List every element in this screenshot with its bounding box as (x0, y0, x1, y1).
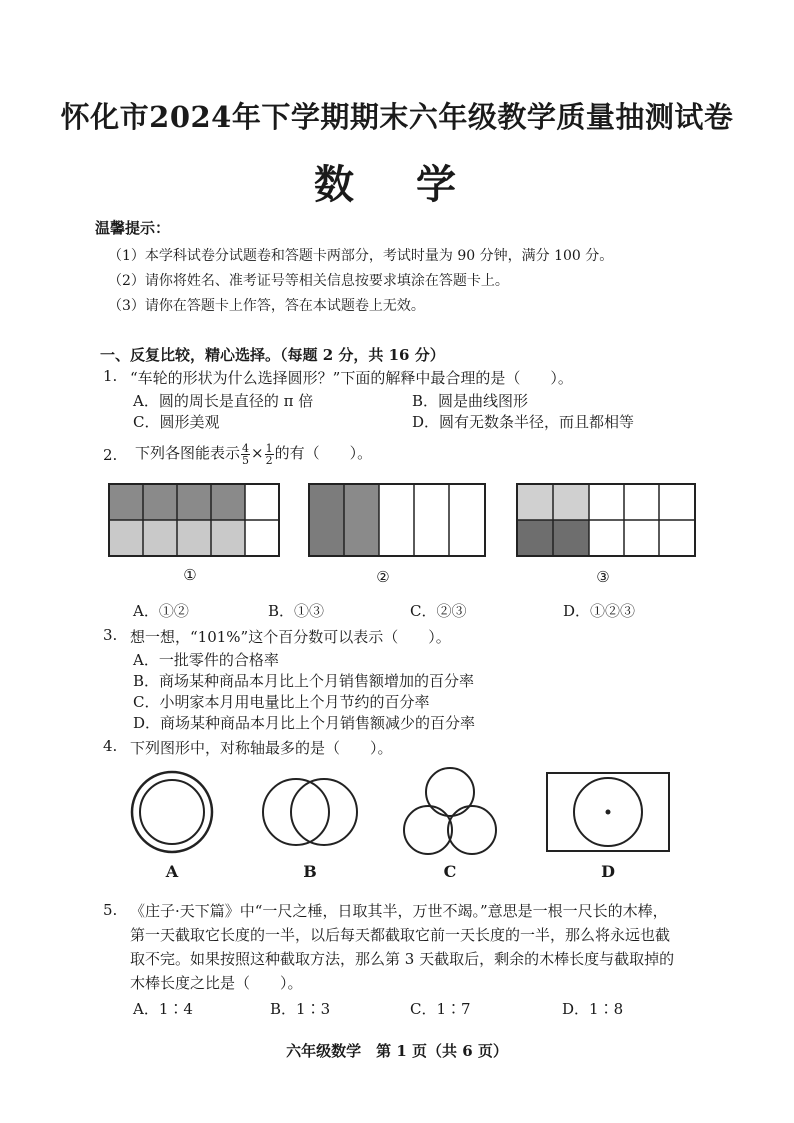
q4-text: 下列图形中，对称轴最多的是（ ）。 (130, 739, 393, 757)
q2-figure-3 (517, 484, 697, 556)
q1-text: “车轮的形状为什么选择圆形？”下面的解释中最合理的是（ ）。 (130, 369, 573, 387)
q4-shape-b (262, 770, 358, 854)
page-footer: 六年级数学 第 1 页（共 6 页） (286, 1042, 508, 1060)
q3-option-d[interactable]: D．商场某种商品本月比上个月销售额减少的百分率 (133, 714, 476, 732)
q2-figure-2 (309, 484, 487, 556)
q5-option-b[interactable]: B．1∶3 (270, 1000, 331, 1018)
q2-fraction-1 (241, 443, 250, 466)
q2-text-before: 下列各图能表示 (135, 444, 241, 462)
exam-title: 怀化市2024年下学期期末六年级教学质量抽测试卷 (60, 100, 734, 134)
q2-frac1-den: 5 (242, 453, 250, 467)
q2-frac1-num: 4 (242, 441, 250, 455)
q5-option-c[interactable]: C．1∶7 (410, 1000, 471, 1018)
q2-figure-3-label: ③ (596, 568, 610, 586)
q5-option-d[interactable]: D．1∶8 (562, 1000, 624, 1018)
q2-option-c[interactable]: C．②③ (410, 602, 467, 620)
q5-line-1: 《庄子·天下篇》中“一尺之棰，日取其半，万世不竭。”意思是一根一尺长的木棒， (130, 902, 668, 920)
q5-line-3: 取不完。如果按照这种截取方法，那么第 3 天截取后，剩余的木棒长度与截取掉的 (130, 950, 675, 968)
q2-figure-1-label: ① (183, 566, 197, 584)
q2-option-b[interactable]: B．①③ (268, 602, 325, 620)
q1-option-c[interactable]: C．圆形美观 (133, 413, 220, 431)
notice-item-2: （2）请你将姓名、准考证号等相关信息按要求填涂在答题卡上。 (108, 273, 509, 289)
q5-paragraph (130, 899, 710, 995)
q5-line-2: 第一天截取它长度的一半，以后每天都截取它前一天长度的一半，那么将永远也截 (130, 926, 671, 944)
q4-shape-a (130, 770, 214, 854)
q3-number: 3. (103, 626, 118, 644)
notice-item-1: （1）本学科试卷分试题卷和答题卡两部分，考试时量为 90 分钟，满分 100 分。 (108, 248, 614, 264)
q2-figure-2-label: ② (376, 568, 390, 586)
q2-figure-1 (109, 484, 281, 556)
q4-shape-d (546, 772, 670, 852)
q1-option-b[interactable]: B．圆是曲线图形 (412, 392, 529, 410)
section-1-title: 一、反复比较，精心选择。（每题 2 分，共 16 分） (100, 346, 445, 364)
q1-option-a[interactable]: A．圆的周长是直径的 π 倍 (133, 392, 314, 410)
q2-frac2-den: 2 (265, 453, 273, 467)
q2-fraction-2 (265, 443, 274, 466)
q4-label-c: C (443, 862, 457, 881)
q4-shape-c (402, 766, 498, 858)
q2-text (135, 440, 372, 466)
subject-title: 数 学 (314, 161, 480, 208)
q2-text-after: 的有（ ）。 (274, 444, 373, 462)
notice-title: 温馨提示： (95, 219, 171, 237)
q4-number: 4. (103, 737, 118, 755)
q5-line-4: 木棒长度之比是（ ）。 (130, 974, 303, 992)
q2-option-d[interactable]: D．①②③ (563, 602, 636, 620)
notice-item-3: （3）请你在答题卡上作答，答在本试题卷上无效。 (108, 298, 425, 314)
q1-number: 1. (103, 367, 118, 385)
q3-text: 想一想，“101%”这个百分数可以表示（ ）。 (130, 628, 451, 646)
q5-option-a[interactable]: A．1∶4 (133, 1000, 193, 1018)
q2-times: × (251, 444, 264, 462)
q4-label-a: A (165, 862, 179, 881)
q5-number: 5. (103, 901, 118, 919)
q4-label-b: B (303, 862, 317, 881)
q2-frac2-num: 1 (265, 441, 273, 455)
q3-option-b[interactable]: B．商场某种商品本月比上个月销售额增加的百分率 (133, 672, 475, 690)
q3-option-c[interactable]: C．小明家本月用电量比上个月节约的百分率 (133, 693, 430, 711)
q3-option-a[interactable]: A．一批零件的合格率 (133, 651, 279, 669)
q4-label-d: D (601, 862, 615, 881)
q1-option-d[interactable]: D．圆有无数条半径，而且都相等 (412, 413, 635, 431)
q2-number: 2. (103, 446, 118, 464)
q2-option-a[interactable]: A．①② (133, 602, 189, 620)
